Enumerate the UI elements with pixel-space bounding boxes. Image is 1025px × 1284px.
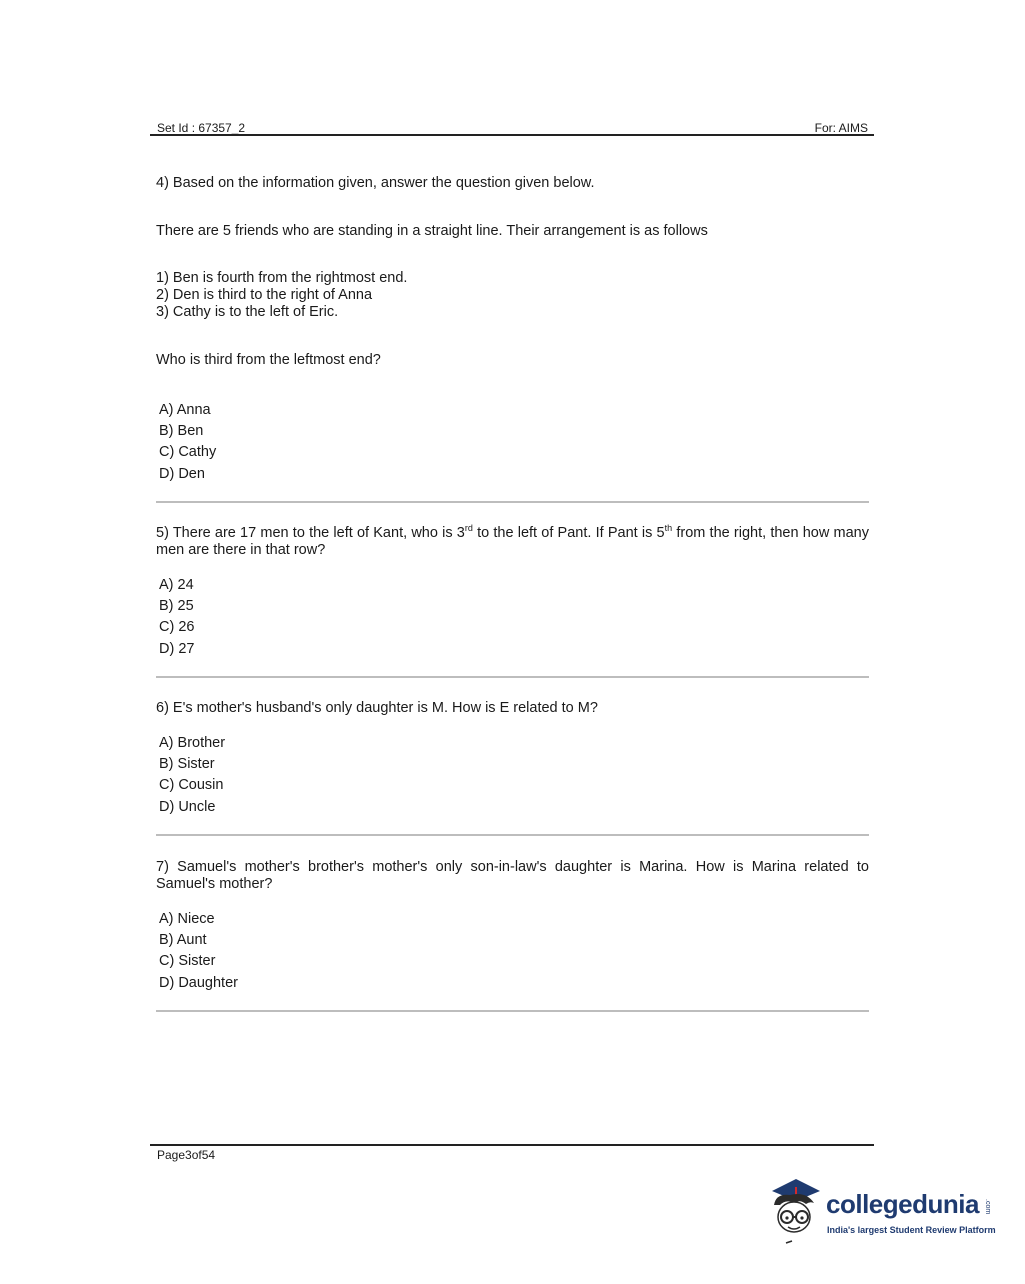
q5-stem bbox=[156, 525, 869, 559]
q4-condition: 2) Den is third to the right of Anna bbox=[156, 287, 373, 303]
q7-options bbox=[159, 909, 238, 994]
option: D) Daughter bbox=[159, 974, 238, 991]
option: C) Cathy bbox=[159, 444, 217, 461]
option: B) Ben bbox=[159, 423, 204, 440]
q7-stem: 7) Samuel's mother's brother's mother's only son-in-law's daughter is Marina. How is Marina related to Samuel's mother? bbox=[156, 859, 869, 892]
q4-condition: 3) Cathy is to the left of Eric. bbox=[156, 304, 339, 320]
q5-text: to the left of Pant. If Pant is 5 bbox=[472, 525, 665, 541]
header-rule bbox=[150, 134, 874, 136]
q5-options bbox=[159, 575, 194, 660]
option: D) Den bbox=[159, 465, 205, 482]
q4-question: Who is third from the leftmost end? bbox=[156, 352, 381, 368]
q4-passage: There are 5 friends who are standing in a straight line. Their arrangement is as follows bbox=[156, 223, 708, 239]
q5-text: from the right, then how many men are there in that row? bbox=[156, 525, 869, 558]
brand-name: collegedunia bbox=[826, 1189, 979, 1219]
q4-conditions bbox=[156, 270, 869, 321]
option: A) Brother bbox=[159, 735, 226, 751]
q5-superscript: th bbox=[664, 523, 673, 534]
q4-stem: 4) Based on the information given, answer the question given below. bbox=[156, 175, 595, 191]
page-number: Page3of54 bbox=[157, 1148, 216, 1162]
option: A) 24 bbox=[159, 577, 194, 593]
option: D) Uncle bbox=[159, 798, 216, 815]
brand-tagline: India's largest Student Review Platform bbox=[827, 1225, 996, 1235]
brand-suffix: .com bbox=[984, 1199, 991, 1215]
q5-text: 5) There are 17 men to the left of Kant, who is 3 bbox=[156, 525, 465, 541]
option: C) Sister bbox=[159, 953, 216, 970]
question-separator bbox=[156, 1010, 869, 1012]
q4-options bbox=[159, 400, 216, 485]
question-separator bbox=[156, 501, 869, 503]
option: D) 27 bbox=[159, 640, 195, 657]
q6-options bbox=[159, 733, 225, 818]
option: A) Niece bbox=[159, 911, 215, 927]
footer-rule bbox=[150, 1144, 874, 1146]
question-separator bbox=[156, 834, 869, 836]
exam-name: For: AIMS bbox=[814, 121, 868, 135]
q5-superscript: rd bbox=[464, 523, 473, 534]
q6-stem: 6) E's mother's husband's only daughter is M. How is E related to M? bbox=[156, 700, 598, 716]
question-separator bbox=[156, 676, 869, 678]
option: C) 26 bbox=[159, 619, 195, 636]
option: A) Anna bbox=[159, 402, 211, 418]
mascot-icon bbox=[766, 1177, 826, 1247]
option: B) 25 bbox=[159, 598, 194, 615]
option: B) Sister bbox=[159, 756, 215, 773]
q4-condition: 1) Ben is fourth from the rightmost end. bbox=[156, 270, 408, 286]
option: B) Aunt bbox=[159, 932, 207, 949]
set-id: Set Id : 67357_2 bbox=[157, 121, 246, 135]
option: C) Cousin bbox=[159, 777, 224, 794]
